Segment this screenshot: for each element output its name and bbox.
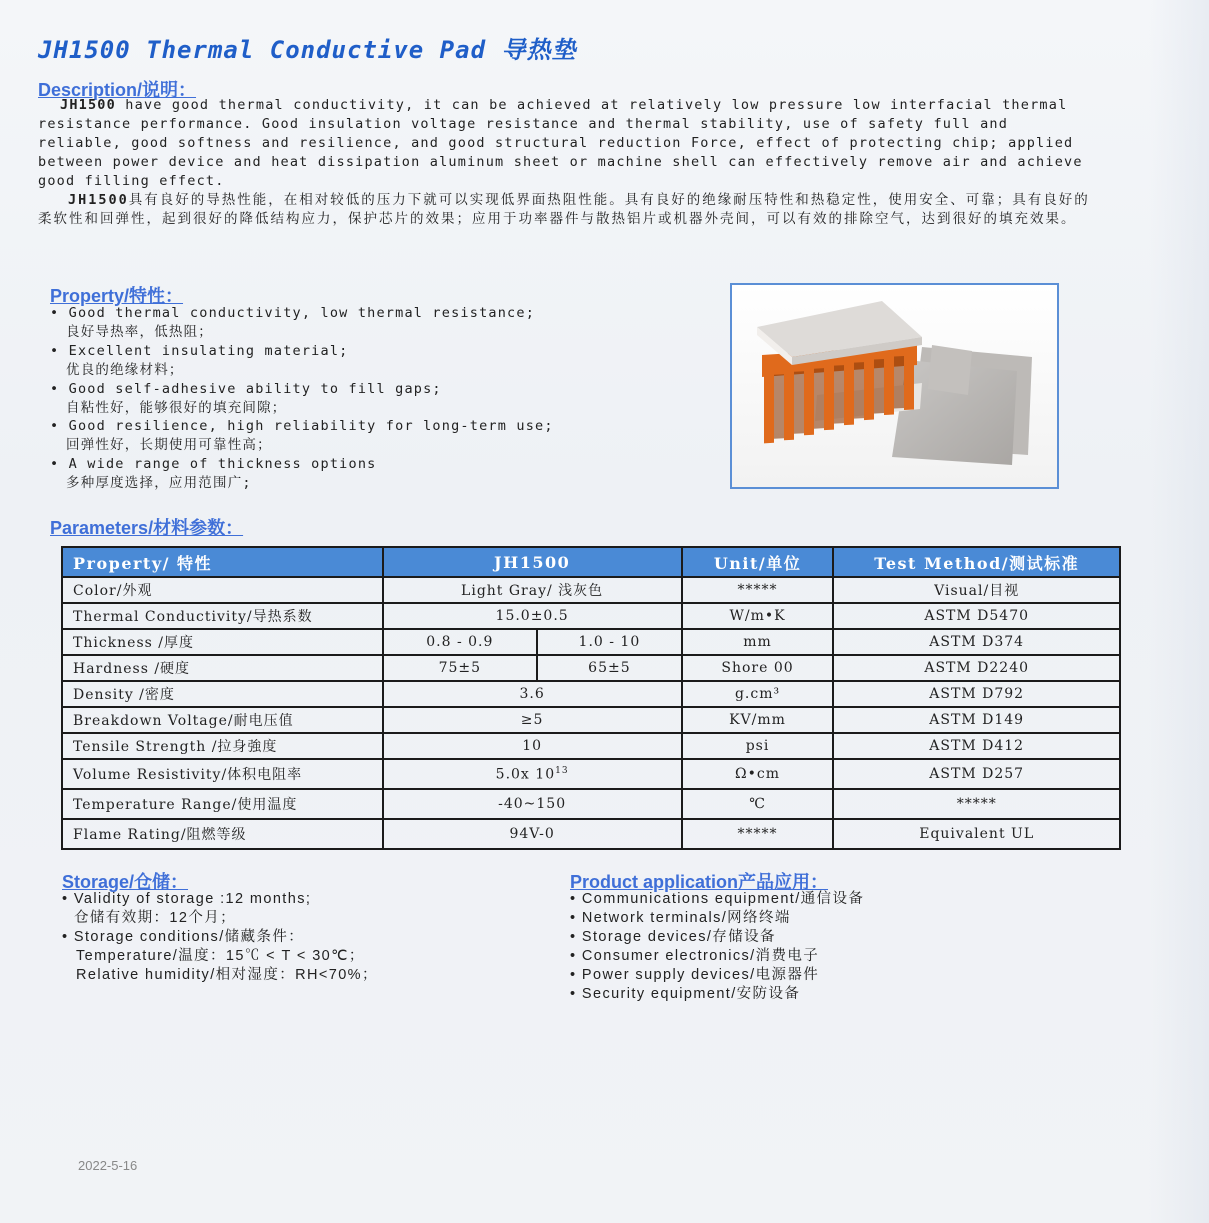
cell-unit: mm — [682, 629, 834, 655]
resistivity-base: 5.0x 10 — [495, 766, 556, 783]
cell-method: ASTM D792 — [833, 681, 1120, 707]
header-method: Test Method/测试标准 — [833, 547, 1120, 577]
list-item: 多种厚度选择，应用范围广; — [66, 475, 252, 492]
cell-value: 94V-0 — [383, 819, 682, 849]
thermal-pad-illustration — [732, 285, 1057, 487]
cell-value: -40~150 — [383, 789, 682, 819]
cell-unit: psi — [682, 733, 834, 759]
list-item: • Excellent insulating material; — [50, 342, 349, 359]
description-body — [38, 96, 1098, 229]
resistivity-exponent: 13 — [555, 765, 569, 776]
cell-value: 3.6 — [383, 681, 682, 707]
cell-method: ASTM D257 — [833, 759, 1120, 789]
cell-method: ASTM D374 — [833, 629, 1120, 655]
cell-method: ASTM D2240 — [833, 655, 1120, 681]
list-item: • Consumer electronics/消费电子 — [570, 948, 820, 964]
table-row — [62, 733, 1120, 759]
cell-value: 15.0±0.5 — [383, 603, 682, 629]
product-photo — [730, 283, 1059, 489]
cell-unit: ***** — [682, 577, 834, 603]
list-item: • Storage devices/存储设备 — [570, 929, 776, 945]
cell-value — [383, 759, 682, 789]
header-value: JH1500 — [383, 547, 682, 577]
parameters-table — [61, 546, 1121, 850]
property-list — [50, 304, 690, 493]
list-item: • Good thermal conductivity, low thermal resistance; — [50, 305, 536, 321]
list-item: • Power supply devices/电源器件 — [570, 967, 820, 983]
cell-method: ASTM D412 — [833, 733, 1120, 759]
cell-value-b: 1.0 - 10 — [537, 629, 682, 655]
table-row — [62, 681, 1120, 707]
cell-unit: g.cm³ — [682, 681, 834, 707]
list-item: 仓储有效期：12个月； — [74, 910, 237, 926]
list-item: • Good self-adhesive ability to fill gaps; — [50, 380, 442, 397]
cell-value-b: 65±5 — [537, 655, 682, 681]
cell-property: Thickness /厚度 — [62, 629, 383, 655]
cell-property: Density /密度 — [62, 681, 383, 707]
description-cn: JH1500具有良好的导热性能，在相对较低的压力下就可以实现低界面热阻性能。具有良好的绝缘耐压特性和热稳定性，使用安全、可靠；具有良好的柔软性和回弹性，起到很好的降低结构应力，保护芯片的效果；应用于功率器件与散热铝片或机器外壳间，可以有效的排除空气，达到很好的填充效果。 — [38, 192, 1090, 227]
table-row — [62, 789, 1120, 819]
cell-property: Temperature Range/使用温度 — [62, 789, 383, 819]
footer-date: 2022-5-16 — [78, 1158, 138, 1173]
table-row — [62, 707, 1120, 733]
cell-unit: KV/mm — [682, 707, 834, 733]
list-item: • Communications equipment/通信设备 — [570, 891, 865, 907]
cell-unit: Shore 00 — [682, 655, 834, 681]
cell-property: Tensile Strength /拉身強度 — [62, 733, 383, 759]
list-item: • A wide range of thickness options — [50, 456, 377, 473]
list-item: 优良的绝缘材料； — [66, 361, 184, 378]
list-item: • Good resilience, high reliability for long-term use; — [50, 418, 554, 435]
cell-property: Breakdown Voltage/耐电压值 — [62, 707, 383, 733]
storage-heading: Storage/仓储： — [62, 872, 189, 892]
list-item: • Security equipment/安防设备 — [570, 986, 801, 1002]
cell-method: ASTM D5470 — [833, 603, 1120, 629]
list-item: Relative humidity/相对湿度：RH<70%； — [76, 967, 378, 983]
cell-property: Volume Resistivity/体积电阻率 — [62, 759, 383, 789]
property-heading: Property/特性： — [50, 286, 184, 306]
cell-property: Thermal Conductivity/导热系数 — [62, 603, 383, 629]
list-item: • Validity of storage :12 months; — [62, 891, 312, 907]
description-heading: Description/说明： — [38, 80, 197, 100]
list-item: 自粘性好，能够很好的填充间隙； — [66, 399, 287, 416]
list-item: 回弹性好，长期使用可靠性高； — [66, 437, 272, 454]
cell-value: ≥5 — [383, 707, 682, 733]
cell-method: Visual/目视 — [833, 577, 1120, 603]
cell-property: Color/外观 — [62, 577, 383, 603]
list-item: 良好导热率，低热阻； — [66, 323, 213, 340]
list-item: • Storage conditions/储藏条件： — [62, 929, 305, 945]
cell-method: ASTM D149 — [833, 707, 1120, 733]
application-list — [570, 890, 1090, 1004]
cell-value: 10 — [383, 733, 682, 759]
cell-unit: ***** — [682, 819, 834, 849]
header-unit: Unit/单位 — [682, 547, 834, 577]
description-en: JH1500 have good thermal conductivity, it can be achieved at relatively low pressure low interfacial thermal resistance performance. Good insulation voltage resistance and thermal stability, use of safety full and reliable, good softness and resilience, and good structural reduction Force, effect of protecting chip; applied between power device and heat dissipation aluminum sheet or machine shell can effectively remove air and achieve good filling effect. — [38, 97, 1083, 189]
table-row — [62, 759, 1120, 789]
page-title: JH1500 Thermal Conductive Pad 导热垫 — [38, 36, 577, 64]
cell-value-a: 0.8 - 0.9 — [383, 629, 538, 655]
parameters-heading: Parameters/材料参数： — [50, 518, 244, 538]
table-row — [62, 577, 1120, 603]
cell-unit: Ω•cm — [682, 759, 834, 789]
cell-property: Hardness /硬度 — [62, 655, 383, 681]
cell-method: Equivalent UL — [833, 819, 1120, 849]
cell-method: ***** — [833, 789, 1120, 819]
list-item: • Network terminals/网络终端 — [570, 910, 791, 926]
table-row — [62, 629, 1120, 655]
cell-unit: ℃ — [682, 789, 834, 819]
application-heading: Product application产品应用： — [570, 872, 829, 892]
table-row — [62, 655, 1120, 681]
cell-unit: W/m•K — [682, 603, 834, 629]
storage-list — [62, 890, 542, 985]
cell-value: Light Gray/ 浅灰色 — [383, 577, 682, 603]
table-header-row — [62, 547, 1120, 577]
cell-value-a: 75±5 — [383, 655, 538, 681]
list-item: Temperature/温度：15℃ < T < 30℃； — [76, 948, 365, 964]
table-row — [62, 819, 1120, 849]
header-property: Property/ 特性 — [62, 547, 383, 577]
cell-property: Flame Rating/阻燃等级 — [62, 819, 383, 849]
table-row — [62, 603, 1120, 629]
